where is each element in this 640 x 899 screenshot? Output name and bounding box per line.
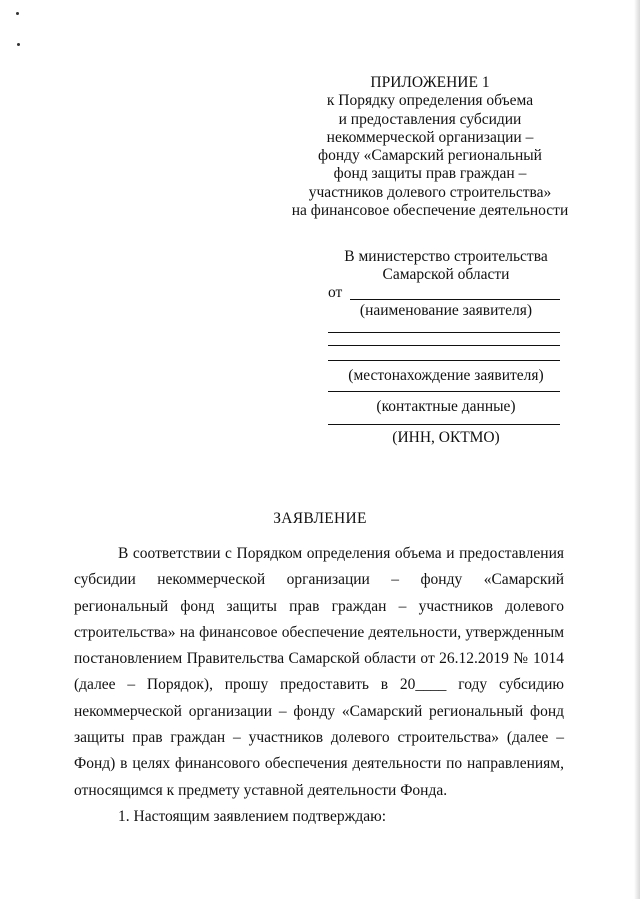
contacts-caption: (контактные данные) xyxy=(376,398,516,415)
document-body xyxy=(74,541,564,830)
inn-caption: (ИНН, ОКТМО) xyxy=(392,429,500,446)
from-row xyxy=(326,284,566,302)
appendix-header xyxy=(270,74,590,220)
location-field-line-1[interactable] xyxy=(328,332,560,333)
from-label: от xyxy=(328,284,343,301)
main-paragraph: В соответствии с Порядком определения объема и предоставления субсидии некоммерческой организации – фонду «Самарский региональный фонд защиты прав граждан – участников долевого строительства» на финансовое обеспечение деятельности, утвержденным постановлением Правительства Самарской области от 26.12.2019 № 1014 (далее – Порядок), прошу предоставить в 20____ году субсидию некоммерческой организации – фонду «Самарский региональный фонд защиты прав граждан – участников долевого строительства» (далее – Фонд) в целях финансового обеспечения деятельности по направлениям, относящимся к предмету уставной деятельности Фонда. xyxy=(74,545,564,799)
location-field-line-2[interactable] xyxy=(328,345,560,346)
item-1: 1. Настоящим заявлением подтверждаю: xyxy=(118,807,387,825)
location-caption: (местонахождение заявителя) xyxy=(348,367,544,384)
recipient-line: В министерство строительства xyxy=(344,248,548,265)
appendix-line: фонду «Самарский региональный xyxy=(318,147,542,165)
scan-edge-shadow xyxy=(634,0,640,899)
scan-speck xyxy=(16,12,19,15)
applicant-name-caption: (наименование заявителя) xyxy=(359,302,533,319)
appendix-line: участников долевого строительства» xyxy=(308,183,552,201)
contacts-field[interactable] xyxy=(328,391,560,392)
appendix-line: к Порядку определения объема xyxy=(326,92,534,110)
scan-speck xyxy=(17,43,20,46)
recipient-region: Самарской области xyxy=(382,266,510,283)
appendix-line: фонд защиты прав граждан – xyxy=(333,165,527,183)
appendix-line: некоммерческой организации – xyxy=(326,128,534,146)
addressee-block xyxy=(326,248,566,447)
applicant-name-field[interactable] xyxy=(350,299,560,300)
document-title: ЗАЯВЛЕНИЕ xyxy=(273,510,367,527)
appendix-line: ПРИЛОЖЕНИЕ 1 xyxy=(370,74,490,91)
inn-oktmo-field[interactable] xyxy=(328,424,560,425)
appendix-line: и предоставления субсидии xyxy=(338,110,522,128)
location-field-line-3[interactable] xyxy=(328,360,560,361)
appendix-line: на финансовое обеспечение деятельности xyxy=(291,202,569,220)
